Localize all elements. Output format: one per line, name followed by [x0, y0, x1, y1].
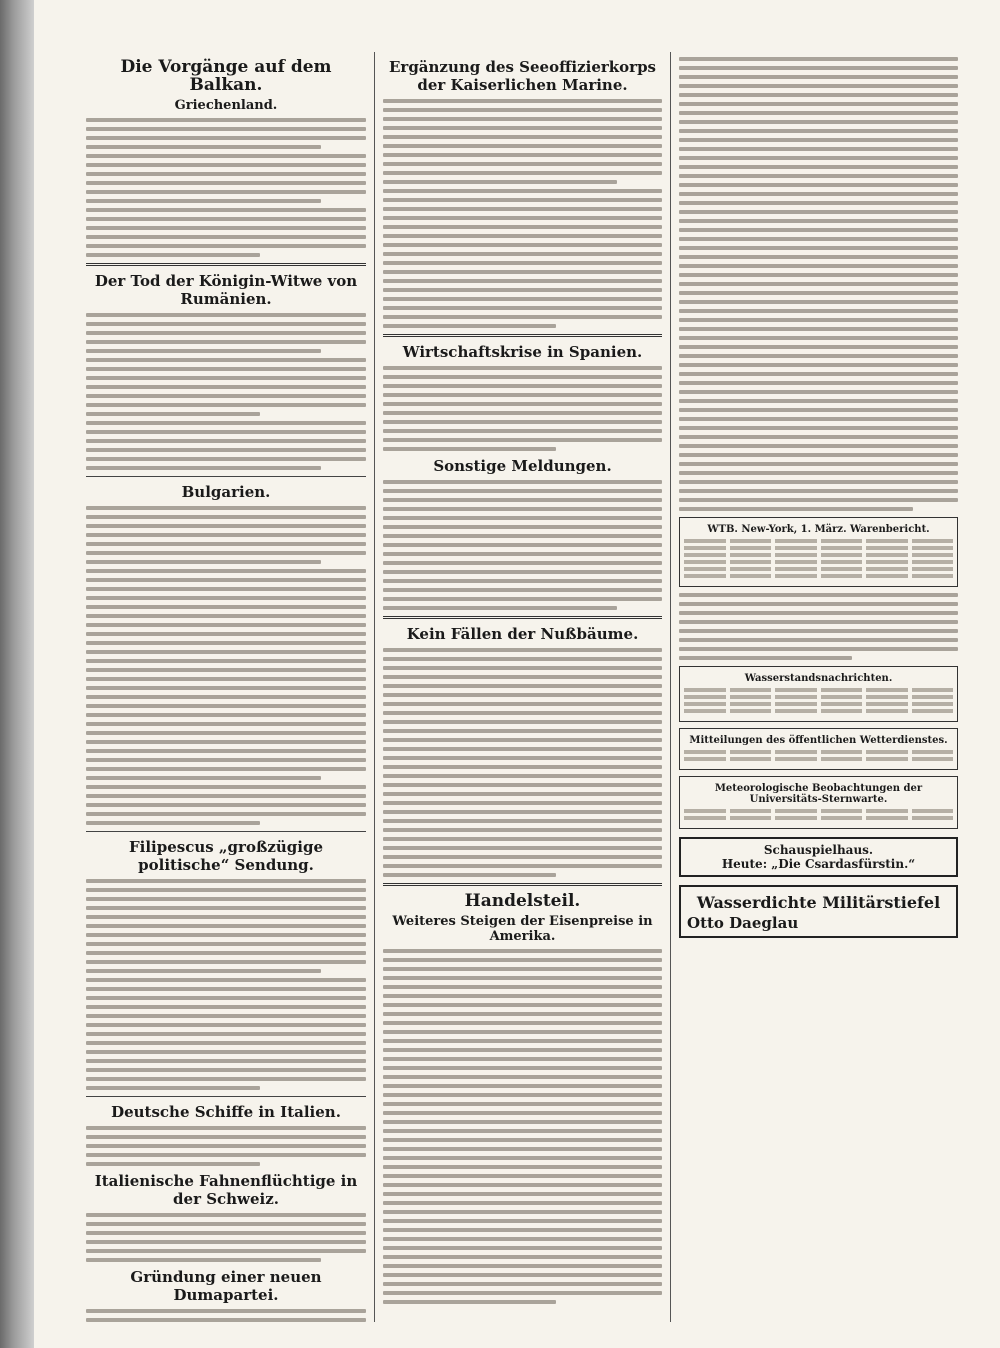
- headline-filipescu: Filipescus „großzügige politische“ Sendung.: [129, 838, 323, 874]
- column-3: [670, 52, 966, 1322]
- article-text-nussbaeume: [383, 648, 662, 877]
- article-text-fahnenfluechtige: [86, 1213, 366, 1262]
- headline-dumapartei: Gründung einer neuen Dumapartei.: [130, 1268, 322, 1304]
- headline-wirtschaftskrise: Wirtschaftskrise in Spanien.: [402, 343, 643, 361]
- article-text-seeoffizierkorps: [383, 99, 662, 328]
- column-2: [374, 52, 670, 1322]
- page-binding-edge: [0, 0, 34, 1348]
- article-text-bulgarien: [86, 506, 366, 825]
- table-wetterdienst-title: Mitteilungen des öffentlichen Wetterdienstes.: [689, 735, 948, 746]
- article-text-filipescu: [86, 879, 366, 1090]
- table-wetterdienst: [679, 728, 958, 770]
- headline-bulgarien: Bulgarien.: [181, 483, 271, 501]
- column-1: [78, 52, 374, 1322]
- article-text-sonstige: [383, 480, 662, 610]
- ad-militaerstiefel-name: Otto Daeglau: [687, 914, 799, 932]
- headline-sonstige: Sonstige Meldungen.: [433, 457, 612, 475]
- ad-schauspielhaus-title: Schauspielhaus.: [763, 843, 874, 857]
- article-text-konkurse: [679, 57, 958, 511]
- headline-schiffe: Deutsche Schiffe in Italien.: [111, 1103, 341, 1121]
- table-sternwarte: [679, 776, 958, 829]
- headline-fahnenfluechtige: Italienische Fahnenflüchtige in der Schweiz.: [94, 1172, 358, 1208]
- article-text-dumapartei: [86, 1309, 366, 1322]
- article-text-koenigin: [86, 313, 366, 470]
- article-text-wirtschaftskrise: [383, 366, 662, 451]
- article-text-markt: [679, 593, 958, 660]
- subheadline-eisenpreise: Weiteres Steigen der Eisenpreise in Amerika.: [392, 914, 653, 944]
- ad-schauspielhaus-line: Heute: „Die Csardasfürstin.“: [721, 857, 916, 871]
- table-warenbericht: [679, 517, 958, 587]
- headline-nussbaeume: Kein Fällen der Nußbäume.: [406, 625, 639, 643]
- headline-koenigin: Der Tod der Königin-Witwe von Rumänien.: [94, 272, 358, 308]
- subheadline-griechenland: Griechenland.: [174, 98, 278, 113]
- article-text-schiffe: [86, 1126, 366, 1166]
- ad-militaerstiefel: [679, 885, 958, 938]
- article-text-griechenland: [86, 118, 366, 257]
- table-sternwarte-title: Meteorologische Beobachtungen der Universitäts-Sternwarte.: [714, 783, 923, 805]
- ad-schauspielhaus: [679, 837, 958, 877]
- table-wasserstand-title: Wasserstandsnachrichten.: [744, 673, 893, 684]
- headline-balkan: Die Vorgänge auf dem Balkan.: [120, 57, 332, 95]
- table-warenbericht-title: WTB. New-York, 1. März. Warenbericht.: [707, 524, 930, 535]
- headline-handelsteil: Handelsteil.: [464, 891, 581, 911]
- article-text-handelsteil: [383, 949, 662, 1304]
- headline-seeoffizierkorps: Ergänzung des Seeoffizierkorps der Kaiserlichen Marine.: [388, 58, 657, 94]
- table-wasserstand: [679, 666, 958, 722]
- ad-militaerstiefel-title: Wasserdichte Militärstiefel: [696, 893, 941, 912]
